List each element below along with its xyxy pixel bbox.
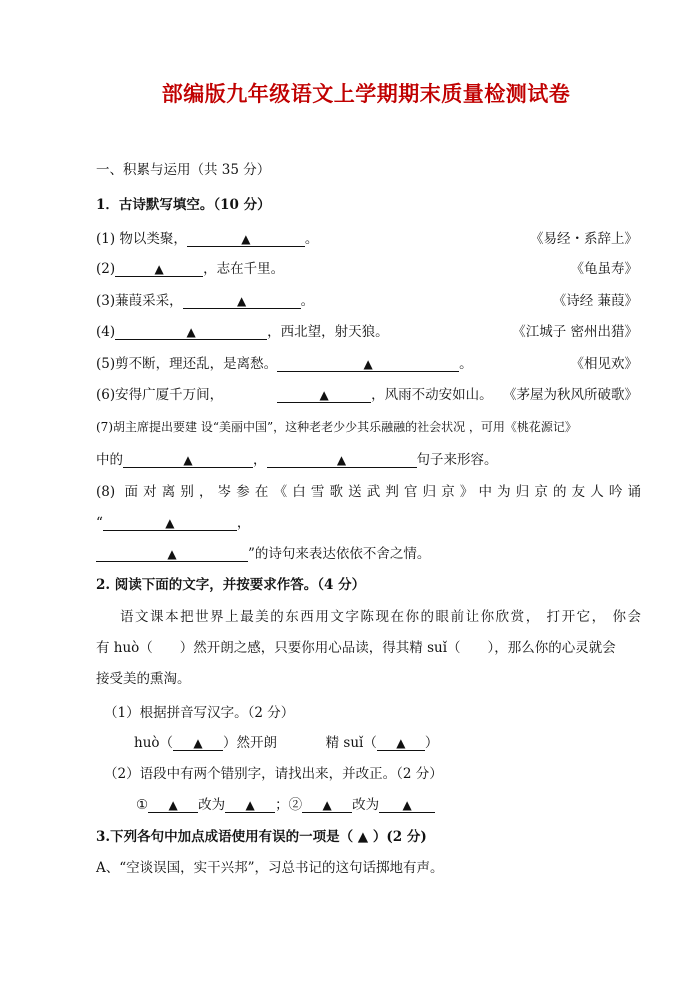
source-label: 《诗经 蒹葭》 bbox=[552, 293, 638, 309]
page-title: 部编版九年级语文上学期期末质量检测试卷 bbox=[161, 81, 571, 106]
answer-blank[interactable]: ▲ bbox=[173, 735, 223, 751]
q2-sub-2-answers: ① ▲ 改为 ▲ ；② ▲ 改为 ▲ bbox=[136, 795, 638, 815]
q2-sub-2: （2）语段中有两个错别字，请找出来，并改正。（2 分） bbox=[104, 766, 443, 782]
source-label: 《相见欢》 bbox=[570, 356, 638, 372]
question-2-heading: 2. 阅读下面的文字，并按要求作答。（4 分） bbox=[96, 577, 366, 593]
answer-blank[interactable]: ▲ bbox=[183, 293, 301, 309]
q2-passage-line-1: 语文课本把世界上最美的东西用文字陈现在你的眼前让你欣赏， 打开它， 你会 bbox=[120, 609, 641, 625]
q1-item-3: (3)蒹葭采采， ▲ 。 《诗经 蒹葭》 bbox=[96, 293, 638, 309]
answer-blank[interactable]: ▲ bbox=[115, 261, 203, 277]
answer-blank[interactable]: ▲ bbox=[225, 797, 275, 813]
answer-blank[interactable]: ▲ bbox=[148, 797, 198, 813]
q2-sub-1-answers: huò（ ▲ ）然开朗 精 suǐ（ ▲ ） bbox=[134, 735, 439, 751]
section-heading: 一、积累与运用（共 35 分） bbox=[96, 162, 271, 178]
q1-item-8-line-1: (8) 面对离别，岑参在《白雪歌送武判官归京》中为归京的友人吟诵 bbox=[96, 484, 641, 500]
q2-passage-line-3: 接受美的熏淘。 bbox=[96, 671, 191, 687]
answer-blank[interactable]: ▲ bbox=[379, 797, 435, 813]
answer-blank[interactable]: ▲ bbox=[277, 387, 371, 403]
answer-blank[interactable]: ▲ bbox=[123, 452, 253, 468]
question-1-heading: 1．古诗默写填空。（10 分） bbox=[96, 197, 271, 213]
q1-item-7-line-1: (7)胡主席提出要建 设“美丽中国”，这种老老少少其乐融融的社会状况 ，可用《桃花源记》 bbox=[96, 420, 577, 434]
q1-item-5: (5)剪不断，理还乱，是离愁。 ▲ 。 《相见欢》 bbox=[96, 356, 638, 372]
answer-blank[interactable]: ▲ bbox=[267, 452, 417, 468]
answer-blank[interactable]: ▲ bbox=[115, 324, 267, 340]
q2-passage-line-2: 有 huò（ ）然开朗之感，只要你用心品读，得其精 suǐ（ ），那么你的心灵就会 bbox=[96, 640, 616, 656]
q1-item-2: (2) ▲ ，志在千里。 《龟虽寿》 bbox=[96, 261, 638, 277]
q1-item-7-line-2: 中的 ▲ ， ▲ 句子来形容。 bbox=[96, 452, 498, 468]
answer-blank[interactable]: ▲ bbox=[96, 546, 248, 562]
q1-item-6: (6)安得广厦千万间， ▲ ，风雨不动安如山。 《茅屋为秋风所破歌》 bbox=[96, 387, 638, 403]
q1-item-8-line-3: ▲ ”的诗句来表达依依不舍之情。 bbox=[96, 544, 638, 564]
q1-item-1: (1) 物以类聚， ▲ 。 《易经・系辞上》 bbox=[96, 231, 638, 247]
source-label: 《易经・系辞上》 bbox=[530, 231, 638, 247]
answer-blank[interactable]: ▲ bbox=[277, 356, 459, 372]
source-label: 《龟虽寿》 bbox=[570, 261, 638, 277]
q3-option-a: A、“空谈误国，实干兴邦”，习总书记的这句话掷地有声。 bbox=[96, 860, 444, 876]
answer-blank[interactable]: ▲ bbox=[103, 515, 237, 531]
source-label: 《茅屋为秋风所破歌》 bbox=[503, 387, 638, 403]
answer-blank[interactable]: ▲ bbox=[302, 797, 352, 813]
source-label: 《江城子 密州出猎》 bbox=[512, 324, 638, 340]
answer-blank[interactable]: ▲ bbox=[187, 231, 305, 247]
question-3-heading: 3.下列各句中加点成语使用有误的一项是（ ▲ ）(2 分) bbox=[96, 829, 427, 845]
answer-blank[interactable]: ▲ bbox=[377, 735, 425, 751]
q1-item-4: (4) ▲ ，西北望，射天狼。 《江城子 密州出猎》 bbox=[96, 324, 638, 340]
q2-sub-1: （1）根据拼音写汉字。（2 分） bbox=[104, 705, 295, 721]
q1-item-8-line-2: “ ▲ ， bbox=[96, 515, 251, 531]
